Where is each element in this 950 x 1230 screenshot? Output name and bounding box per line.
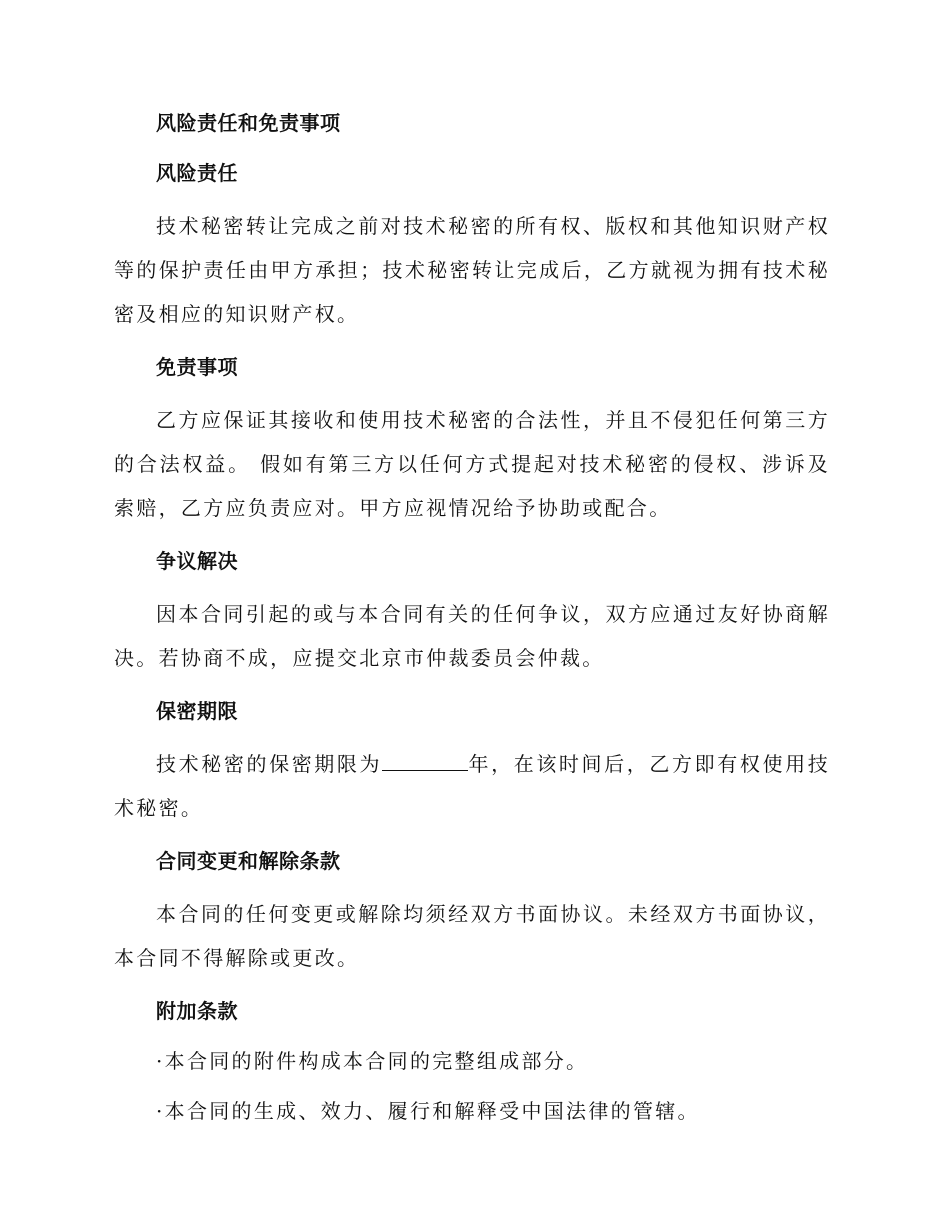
paragraph-dispute: 因本合同引起的或与本合同有关的任何争议，双方应通过友好协商解决。若协商不成，应提交北京市仲裁委员会仲裁。 [114,602,830,670]
secrecy-text-after: 年，在该时间后，乙方即有权使用技术秘密。 [114,752,830,820]
bullet-item: ·本合同的生成、效力、履行和解释受中国法律的管辖。 [156,1099,700,1123]
section-title-exemption: 免责事项 [156,355,238,379]
section-title-dispute: 争议解决 [156,549,238,573]
paragraph-change: 本合同的任何变更或解除均须经双方书面协议。未经双方书面协议，本合同不得解除或更改。 [114,902,830,970]
section-title-secrecy: 保密期限 [156,699,238,723]
secrecy-text-before: 技术秘密的保密期限为 [156,752,383,776]
paragraph-risk: 技术秘密转让完成之前对技术秘密的所有权、版权和其他知识财产权等的保护责任由甲方承担；技术秘密转让完成后，乙方就视为拥有技术秘密及相应的知识财产权。 [114,214,830,326]
section-title-risk: 风险责任 [156,161,238,185]
paragraph-exemption: 乙方应保证其接收和使用技术秘密的合法性，并且不侵犯任何第三方的合法权益。 假如有第三方以任何方式提起对技术秘密的侵权、涉诉及索赔，乙方应负责应对。甲方应视情况给予协助或配合。 [114,408,830,520]
bullet-item: ·本合同的附件构成本合同的完整组成部分。 [156,1049,589,1073]
section-title-risk-and-exemption: 风险责任和免责事项 [156,111,341,135]
paragraph-secrecy [114,742,830,830]
blank-fill-line [382,750,468,771]
section-title-additional: 附加条款 [156,999,238,1023]
document-page [114,108,830,1126]
section-title-change: 合同变更和解除条款 [156,849,341,873]
